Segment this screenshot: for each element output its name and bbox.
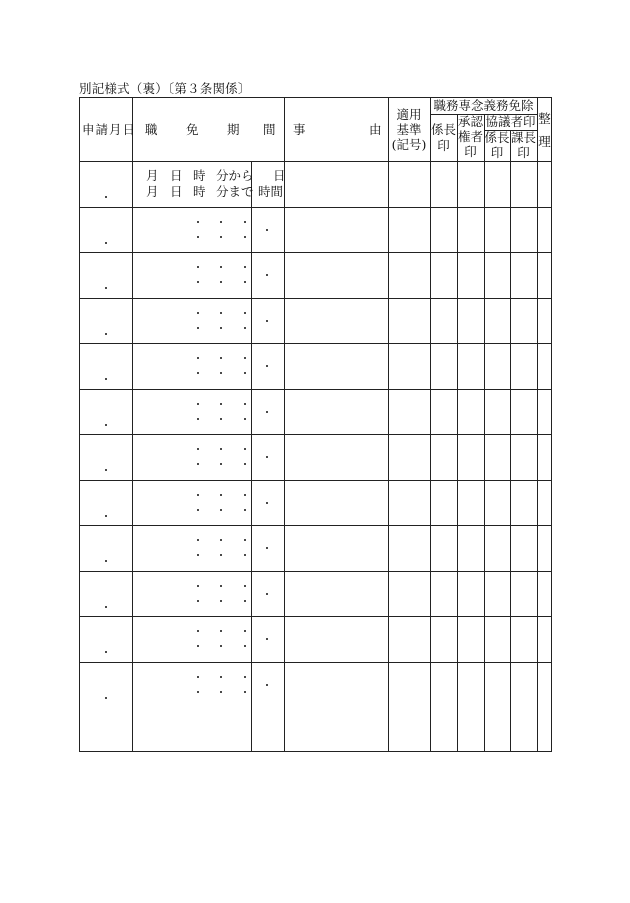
time-from-dot (220, 312, 222, 314)
header-consultant-chief-2: 印 (490, 145, 504, 160)
time-to-dot (197, 327, 199, 329)
time-from-dot (244, 403, 246, 405)
time-from-dot (197, 494, 199, 496)
col-line (510, 130, 511, 752)
time-from-dot (197, 448, 199, 450)
header-approver-1: 承認 (457, 114, 483, 129)
time-to-dot (197, 418, 199, 420)
row-divider (80, 207, 551, 208)
header-period-3: 期 (227, 122, 240, 137)
time-to-dot (244, 372, 246, 374)
time-from-dot (244, 312, 246, 314)
duration-dot (266, 547, 268, 549)
time-from-dot (197, 585, 199, 587)
row-divider (80, 298, 551, 299)
date-separator-dot (105, 196, 107, 198)
date-separator-dot (105, 606, 107, 608)
application-table (79, 97, 552, 752)
time-from-dot (220, 494, 222, 496)
row-divider (80, 662, 551, 663)
form-caption: 別記様式（裏）〔第３条関係〕 (79, 81, 251, 96)
time-from-dot (244, 676, 246, 678)
row-divider (80, 343, 551, 344)
row1-from-day: 日 (170, 168, 183, 183)
time-to-dot (197, 509, 199, 511)
row-divider (80, 571, 551, 572)
time-to-dot (244, 645, 246, 647)
time-to-dot (244, 600, 246, 602)
duration-dot (266, 274, 268, 276)
time-to-dot (244, 463, 246, 465)
time-to-dot (220, 236, 222, 238)
header-chief-stamp-1: 係長 (430, 122, 456, 137)
date-separator-dot (105, 242, 107, 244)
time-from-dot (220, 266, 222, 268)
time-from-dot (244, 539, 246, 541)
row1-from-month: 月 (146, 168, 159, 183)
header-standard-2: 基準 (396, 122, 422, 137)
time-to-dot (220, 509, 222, 511)
col-line (430, 98, 431, 752)
time-from-dot (244, 357, 246, 359)
time-to-dot (220, 418, 222, 420)
time-to-dot (197, 554, 199, 556)
header-approver-2: 権者 (457, 129, 483, 144)
time-from-dot (220, 676, 222, 678)
header-approver-3: 印 (464, 144, 477, 159)
time-to-dot (197, 645, 199, 647)
time-to-dot (197, 600, 199, 602)
row1-to-hour: 時 (193, 184, 206, 199)
duration-dot (266, 638, 268, 640)
row1-from-hour: 時 (193, 168, 206, 183)
time-from-dot (197, 357, 199, 359)
header-section-chief-1: 課長 (510, 130, 536, 145)
time-to-dot (220, 463, 222, 465)
date-separator-dot (105, 424, 107, 426)
row-divider (80, 480, 551, 481)
duration-dot (266, 456, 268, 458)
time-to-dot (197, 281, 199, 283)
row1-from-minute: 分から (216, 168, 254, 183)
time-to-dot (244, 554, 246, 556)
time-to-dot (244, 236, 246, 238)
col-line (132, 98, 133, 752)
time-to-dot (244, 691, 246, 693)
time-from-dot (244, 585, 246, 587)
time-to-dot (197, 372, 199, 374)
time-from-dot (197, 312, 199, 314)
row1-days-label: 日 (273, 168, 286, 183)
time-from-dot (244, 494, 246, 496)
time-to-dot (244, 418, 246, 420)
col-line (284, 98, 285, 752)
header-consultant-group: 協議者印 (485, 114, 536, 129)
date-separator-dot (105, 697, 107, 699)
time-to-dot (197, 691, 199, 693)
duration-dot (266, 502, 268, 504)
col-line (484, 114, 485, 752)
time-from-dot (197, 403, 199, 405)
row-divider (80, 616, 551, 617)
duration-dot (266, 411, 268, 413)
row1-to-minute: 分まで (216, 184, 254, 199)
header-period-2: 免 (186, 122, 199, 137)
time-from-dot (197, 266, 199, 268)
duration-dot (266, 593, 268, 595)
header-arrangement-2: 理 (538, 134, 551, 149)
row1-to-month: 月 (146, 184, 159, 199)
time-from-dot (220, 539, 222, 541)
row-divider (80, 434, 551, 435)
row-divider (80, 389, 551, 390)
header-standard-1: 適用 (396, 107, 422, 122)
duration-dot (266, 684, 268, 686)
time-from-dot (244, 630, 246, 632)
time-to-dot (220, 372, 222, 374)
header-period-1: 職 (145, 122, 158, 137)
date-separator-dot (105, 515, 107, 517)
date-separator-dot (105, 333, 107, 335)
header-chief-stamp-2: 印 (437, 138, 450, 153)
header-reason-2: 由 (369, 122, 382, 137)
time-to-dot (197, 236, 199, 238)
col-line (457, 114, 458, 752)
header-application-date: 申請月日 (82, 122, 137, 137)
header-exemption-group: 職務専念義務免除 (433, 98, 534, 113)
time-from-dot (220, 585, 222, 587)
time-from-dot (197, 539, 199, 541)
time-to-dot (220, 691, 222, 693)
row1-hours-label: 時間 (258, 184, 284, 199)
time-to-dot (197, 463, 199, 465)
time-to-dot (220, 600, 222, 602)
time-to-dot (244, 327, 246, 329)
date-separator-dot (105, 651, 107, 653)
time-from-dot (197, 630, 199, 632)
header-bottom-line (80, 161, 551, 162)
time-to-dot (220, 281, 222, 283)
header-arrangement-1: 整 (538, 111, 551, 126)
date-separator-dot (105, 287, 107, 289)
header-period-4: 間 (263, 122, 276, 137)
time-to-dot (244, 509, 246, 511)
time-from-dot (197, 676, 199, 678)
time-from-dot (197, 221, 199, 223)
row-divider (80, 525, 551, 526)
time-from-dot (220, 630, 222, 632)
time-to-dot (220, 327, 222, 329)
duration-dot (266, 365, 268, 367)
header-section-chief-2: 印 (517, 145, 530, 160)
time-from-dot (220, 357, 222, 359)
date-separator-dot (105, 378, 107, 380)
date-separator-dot (105, 560, 107, 562)
col-line (537, 98, 538, 752)
time-from-dot (244, 221, 246, 223)
header-reason-1: 事 (293, 122, 306, 137)
duration-dot (266, 229, 268, 231)
row-divider (80, 252, 551, 253)
header-standard-3: (記号) (391, 137, 427, 152)
time-to-dot (220, 645, 222, 647)
time-from-dot (220, 403, 222, 405)
time-from-dot (244, 448, 246, 450)
time-to-dot (220, 554, 222, 556)
row1-to-day: 日 (170, 184, 183, 199)
time-from-dot (220, 448, 222, 450)
col-line (388, 98, 389, 752)
header-consultant-chief-1: 係長 (484, 130, 510, 145)
time-from-dot (220, 221, 222, 223)
time-to-dot (244, 281, 246, 283)
col-line-days (251, 161, 252, 752)
time-from-dot (244, 266, 246, 268)
duration-dot (266, 320, 268, 322)
date-separator-dot (105, 469, 107, 471)
